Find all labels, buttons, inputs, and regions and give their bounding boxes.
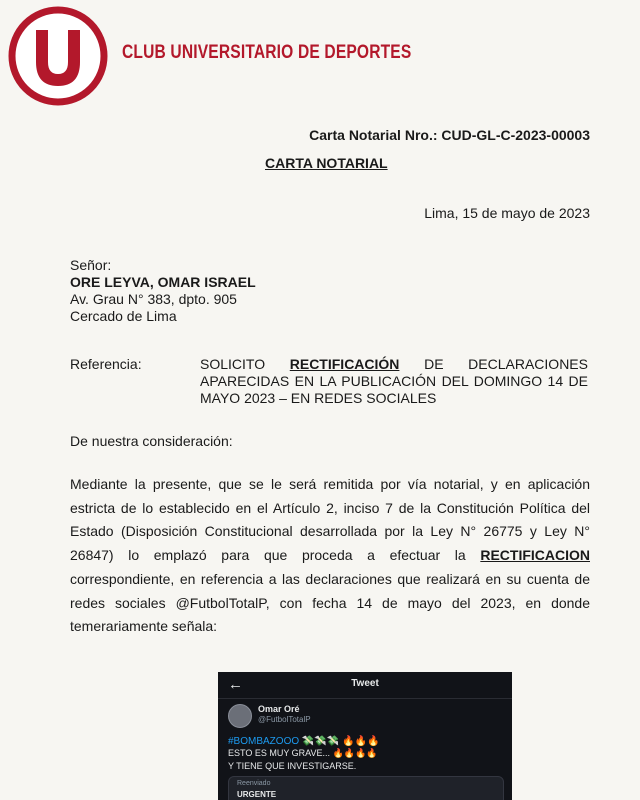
- fire-icons: 🔥🔥🔥: [342, 736, 380, 747]
- money-icons: 💸💸💸: [301, 736, 340, 747]
- body-post: correspondiente, en referencia a las declaraciones que realizará en su cuenta de redes sociales @FutbolTotalP, con fecha 14 de mayo del 2023, en donde temerariamente señala:: [70, 570, 590, 635]
- address-line-1: Av. Grau N° 383, dpto. 905: [70, 291, 237, 307]
- reference-number: Carta Notarial Nro.: CUD-GL-C-2023-00003: [309, 127, 590, 143]
- document-title: CARTA NOTARIAL: [265, 155, 388, 171]
- tweet-title: Tweet: [351, 678, 379, 689]
- body-highlight: RECTIFICACION: [480, 547, 590, 564]
- card-title: URGENTE: [237, 790, 277, 799]
- tweet-line-2: ESTO ES MUY GRAVE... 🔥🔥🔥🔥: [228, 748, 378, 758]
- body-pre: Mediante la presente, que se le será remitida por vía notarial, y en aplicación estricta de lo establecido en el Artículo 2, inciso 7 de la Constitución Política del Estado (Disposición Constitucional desarrollada por la Ley N° 26775 y Ley N° 26847) lo emplazó para que proceda a efectuar la: [70, 476, 590, 564]
- referencia-label: Referencia:: [70, 356, 142, 372]
- tweet-author-name[interactable]: Omar Oré: [258, 704, 300, 714]
- body-paragraph: [70, 473, 590, 639]
- tweet-author-handle[interactable]: @FutbolTotalP: [258, 715, 311, 724]
- fire-icons: 🔥🔥🔥🔥: [332, 748, 378, 758]
- recipient-block: [70, 257, 256, 325]
- salutation: Señor:: [70, 257, 112, 273]
- referencia-highlight: RECTIFICACIÓN: [289, 356, 400, 372]
- club-logo: [8, 6, 108, 106]
- tweet-line-1: [228, 736, 379, 747]
- letter-date: Lima, 15 de mayo de 2023: [424, 205, 590, 221]
- referencia-post: DE DECLARACIONES APARECIDAS EN LA PUBLICACIÓN DEL DOMINGO 14 DE MAYO 2023 – EN REDES SOCIALES: [200, 356, 588, 406]
- forwarded-label: Reenviado: [237, 780, 271, 787]
- tweet-line-3: Y TIENE QUE INVESTIGARSE.: [228, 761, 357, 771]
- tweet-header: [218, 672, 512, 699]
- avatar[interactable]: [228, 704, 252, 728]
- recipient-name: ORE LEYVA, OMAR ISRAEL: [70, 274, 256, 290]
- address-line-2: Cercado de Lima: [70, 308, 177, 324]
- referencia-pre: SOLICITO: [200, 356, 290, 372]
- tweet-screenshot: [218, 672, 512, 800]
- referencia-text: [200, 356, 588, 407]
- back-arrow-icon[interactable]: ←: [228, 676, 243, 693]
- club-name: CLUB UNIVERSITARIO DE DEPORTES: [122, 42, 412, 63]
- greeting: De nuestra consideración:: [70, 433, 233, 449]
- forwarded-card[interactable]: [228, 776, 504, 800]
- tweet-hashtag[interactable]: #BOMBAZOOO: [228, 736, 300, 747]
